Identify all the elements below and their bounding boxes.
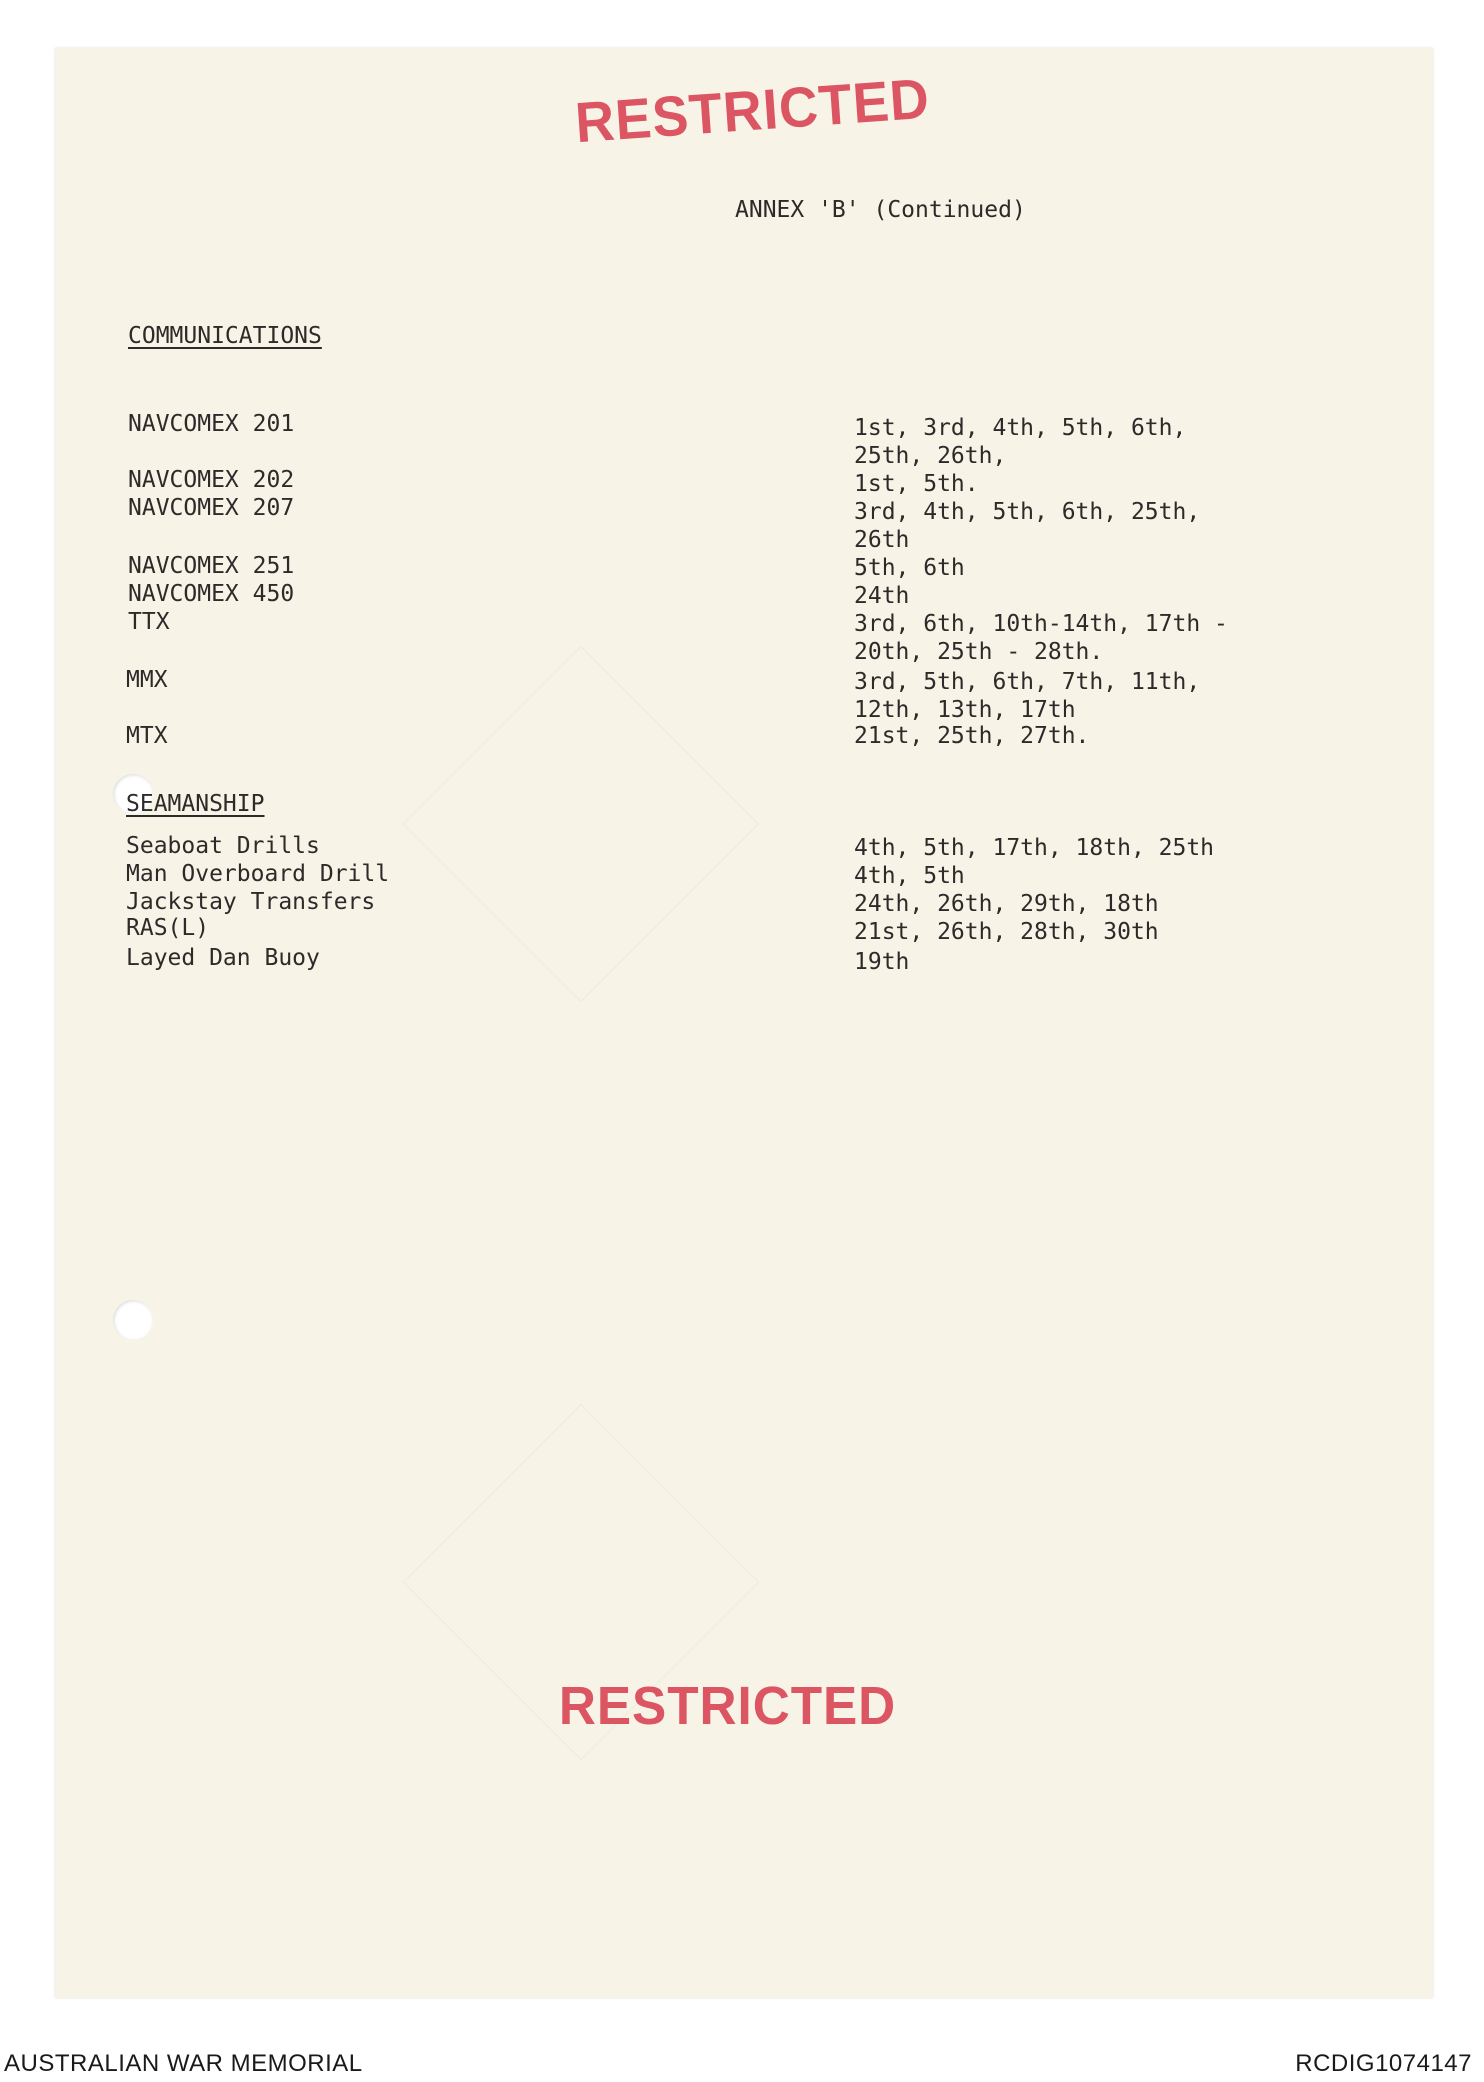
seamanship-row-dates: 19th [854, 949, 910, 975]
comms-row-dates: 3rd, 5th, 6th, 7th, 11th, 12th, 13th, 17th [854, 669, 1201, 723]
seamanship-row-dates: 24th, 26th, 29th, 18th [854, 891, 1159, 917]
annex-heading: ANNEX 'B' (Continued) [735, 197, 1026, 223]
footer-record-id: RCDIG1074147 [1295, 2050, 1472, 2077]
comms-row-label: NAVCOMEX 201 [128, 411, 295, 437]
comms-row-dates: 21st, 25th, 27th. [854, 723, 1090, 749]
restricted-stamp-top: RESTRICTED [573, 67, 932, 155]
communications-heading: COMMUNICATIONS [128, 323, 322, 349]
comms-row-dates: 1st, 5th. [854, 471, 979, 497]
comms-row-label: MTX [126, 723, 168, 749]
punch-hole-lower [113, 1300, 153, 1340]
comms-row-dates: 5th, 6th [854, 555, 965, 581]
seamanship-row-label: Jackstay Transfers [126, 889, 376, 915]
footer-institution: AUSTRALIAN WAR MEMORIAL [4, 2050, 363, 2077]
comms-row-label: NAVCOMEX 450 [128, 581, 295, 607]
seamanship-row-label: Seaboat Drills [126, 833, 320, 859]
seamanship-row-dates: 4th, 5th [854, 863, 965, 889]
comms-row-label: TTX [128, 609, 170, 635]
seamanship-row-label: Man Overboard Drill [126, 861, 390, 887]
comms-row-dates: 24th [854, 583, 910, 609]
restricted-stamp-bottom: RESTRICTED [558, 1676, 897, 1736]
seamanship-row-dates: 4th, 5th, 17th, 18th, 25th [854, 835, 1215, 861]
comms-row-label: MMX [126, 667, 168, 693]
seamanship-row-label: Layed Dan Buoy [126, 945, 320, 971]
comms-row-dates: 1st, 3rd, 4th, 5th, 6th, 25th, 26th, [854, 415, 1187, 469]
comms-row-dates: 3rd, 4th, 5th, 6th, 25th, 26th [854, 499, 1201, 553]
seamanship-row-label: RAS(L) [126, 915, 210, 941]
watermark-emblem-upper [403, 646, 759, 1002]
comms-row-label: NAVCOMEX 251 [128, 553, 295, 579]
seamanship-heading: SEAMANSHIP [126, 791, 265, 817]
comms-row-label: NAVCOMEX 202 [128, 467, 295, 493]
seamanship-row-dates: 21st, 26th, 28th, 30th [854, 919, 1159, 945]
comms-row-label: NAVCOMEX 207 [128, 495, 295, 521]
comms-row-dates: 3rd, 6th, 10th-14th, 17th - 20th, 25th - 28th. [854, 611, 1228, 665]
